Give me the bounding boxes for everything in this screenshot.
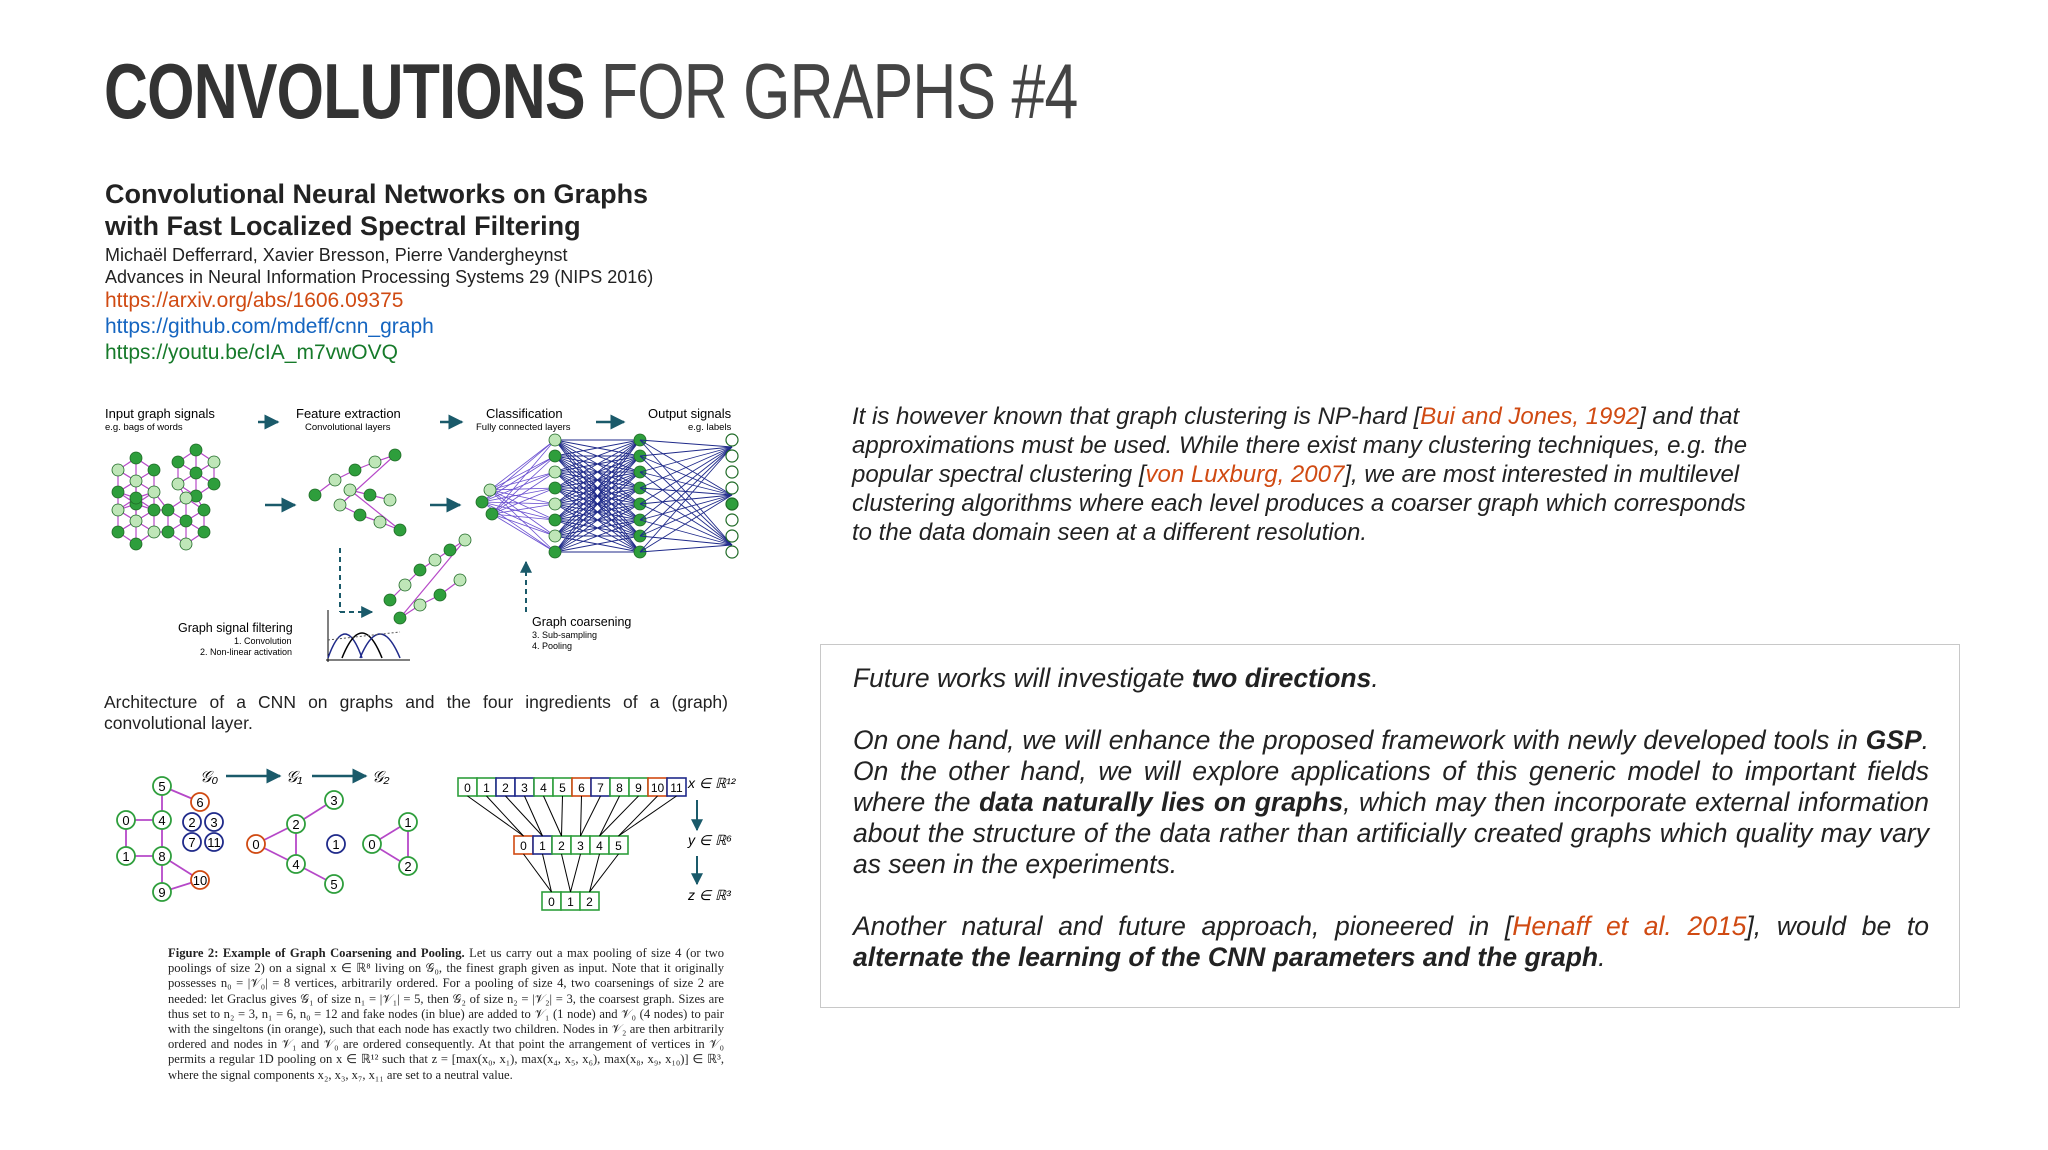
architecture-figure (100, 400, 750, 675)
coarsen-node-label: 5 (158, 779, 166, 794)
fc-edge (640, 440, 732, 447)
pool-line (581, 796, 582, 836)
stage3-sub: Fully connected layers (476, 422, 571, 433)
graph-node (162, 504, 174, 516)
graph-node (198, 526, 210, 538)
pool-line (544, 796, 562, 836)
coarsen-node-label: 4 (158, 813, 166, 828)
paper-reference (105, 178, 825, 366)
filter-step2: 2. Non-linear activation (200, 647, 293, 657)
graph-node (349, 464, 361, 476)
coarsening-caption-label: Figure 2: Example of Graph Coarsening and Pooling. (168, 946, 465, 960)
pool-line (619, 796, 658, 836)
coarsen-node-label: 0 (368, 837, 376, 852)
fc-node (549, 466, 561, 478)
output-node (726, 466, 738, 478)
filter-title: Graph signal filtering (178, 621, 293, 635)
graph-node (190, 444, 202, 456)
p3-text-a: Another natural and future approach, pioneered in [ (853, 911, 1513, 941)
graph-node (130, 515, 142, 527)
stage3-title: Classification (486, 406, 563, 421)
graph-node (399, 579, 411, 591)
paper-authors: Michaël Defferrard, Xavier Bresson, Pierre Vandergheynst (105, 245, 568, 265)
p3-end: . (1598, 942, 1606, 972)
paper-title-line1: Convolutional Neural Networks on Graphs (105, 179, 649, 209)
youtube-link[interactable]: https://youtu.be/cIA_m7vwOVQ (105, 341, 398, 364)
quote1-part3: ], we are most interested in multilevel clustering algorithms where each level produces a coarser graph which corresponds to the data domain seen at a different resolution. (852, 461, 1746, 546)
coarsen-node-label: 3 (330, 793, 338, 808)
graph-node (148, 504, 160, 516)
graph-node (172, 456, 184, 468)
graph-node (344, 484, 356, 496)
paper-title-line2: with Fast Localized Spectral Filtering (105, 211, 581, 241)
x-array-cell-label: 2 (502, 781, 509, 795)
coarsening-graphs (117, 777, 417, 901)
p3-emph: alternate the learning of the CNN parameters and the graph (853, 942, 1599, 972)
coarsen-node-label: 2 (404, 859, 412, 874)
fc-node (549, 546, 561, 558)
fc-node (549, 498, 561, 510)
graph-node (148, 464, 160, 476)
pool-line (600, 796, 639, 836)
graph-node (112, 526, 124, 538)
x-array-cell-label: 4 (540, 781, 547, 795)
graph-node (198, 504, 210, 516)
citation-von-luxburg[interactable]: von Luxburg, 2007 (1145, 461, 1345, 488)
output-node (726, 498, 738, 510)
output-node (726, 546, 738, 558)
p1-emph: two directions (1191, 663, 1372, 693)
coarsen-node-label: 9 (158, 885, 166, 900)
graph-node (364, 489, 376, 501)
stage1-title: Input graph signals (105, 406, 215, 421)
stage1-sub: e.g. bags of words (105, 422, 183, 433)
fc-edge (640, 545, 732, 552)
graph-node (334, 499, 346, 511)
p2-text-c: . On the other hand, we will explore applications of this generic model to important fields where the (853, 725, 1929, 817)
y-array-cell-label: 4 (596, 839, 603, 853)
p1-end: . (1371, 663, 1379, 693)
coarsen-step3: 3. Sub-sampling (532, 630, 598, 640)
y-array-cell-label: 0 (520, 839, 527, 853)
pool-line (468, 796, 524, 836)
future-work-box (820, 644, 1960, 1008)
coarsen-node-label: 1 (332, 837, 340, 852)
graph-node (309, 489, 321, 501)
x-array-cell-label: 6 (578, 781, 585, 795)
stage2-sub: Convolutional layers (305, 422, 391, 433)
fc-edge (640, 456, 732, 545)
future-work-p3 (853, 911, 1929, 973)
graph-node (148, 486, 160, 498)
slide-title (104, 46, 1078, 136)
fc-edge (490, 490, 555, 552)
coarsen-node-label: 8 (158, 849, 166, 864)
graph-node (130, 538, 142, 550)
pool-line (506, 796, 543, 836)
coarsen-node-label: 2 (292, 817, 300, 832)
arxiv-link[interactable]: https://arxiv.org/abs/1606.09375 (105, 289, 404, 312)
graph-node (414, 564, 426, 576)
fc-edge (490, 472, 555, 490)
pool-line (590, 854, 619, 892)
graph-node (208, 456, 220, 468)
x-array-cell-label: 7 (597, 781, 604, 795)
pool-line (619, 796, 677, 836)
future-work-p1 (853, 663, 1929, 694)
graph-node (329, 474, 341, 486)
y-array-cell-label: 2 (558, 839, 565, 853)
fc-node (549, 450, 561, 462)
coarsen-node-label: 7 (188, 835, 196, 850)
graph-node (172, 478, 184, 490)
pool-line (571, 854, 581, 892)
paper-venue: Advances in Neural Information Processing Systems 29 (NIPS 2016) (105, 267, 654, 287)
graph-node (429, 554, 441, 566)
coarsening-caption-text: Let us carry out a max pooling of size 4 (or two poolings of size 2) on a signal x ∈ ℝ⁸ living on 𝒢₀, the finest graph given as input. Note that it originally possesses n₀ = |𝒱₀| = 8 vertices, arbitrarily ordered. For a pooling of size 4, two coarsenings of size 2 are needed: let Graclus gives 𝒢₁ of size n₁ = |𝒱₁| = 5, then 𝒢₂ of size n₂ = |𝒱₂| = 3, the coarsest graph. Sizes are thus set to n₂ = 3, n₁ = 6, n₀ = 12 and fake nodes (in blue) are added to 𝒱₁ (1 node) and 𝒱₀ (4 nodes) to pair with the singeltons (in orange), such that each node has exactly two children. Nodes in 𝒱₂ are then arbitrarily ordered and nodes in 𝒱₁ and 𝒱₀ are ordered consequently. At that point the arrangement of vertices in 𝒱₀ permits a regular 1D pooling on x ∈ ℝ¹² such that z = [max(x₀, x₁), max(x₄, x₅, x₆), max(x₈, x₉, x₁₀)] ∈ ℝ³, where the signal components x₂, x₃, x₇, x₁₁ are set to a neutral value. (168, 946, 724, 1082)
title-bold: CONVOLUTIONS (104, 47, 585, 135)
graph-node (394, 524, 406, 536)
z-label: z ∈ ℝ³ (688, 887, 731, 903)
fc-node (476, 496, 488, 508)
quote-clustering (852, 402, 1752, 547)
graph-node (130, 492, 142, 504)
p2-text-a: On one hand, we will enhance the proposed framework with newly developed tools in (853, 725, 1866, 755)
pool-line (562, 854, 571, 892)
graph-node (454, 574, 466, 586)
architecture-caption: Architecture of a CNN on graphs and the four ingredients of a (graph) convolutional layer. (104, 692, 728, 733)
graph-node (434, 589, 446, 601)
y-label: y ∈ ℝ⁶ (688, 832, 732, 848)
coarsen-node-label: 10 (192, 873, 208, 888)
x-array-cell-label: 3 (521, 781, 528, 795)
p2-emph-data: data naturally lies on graphs (979, 787, 1344, 817)
x-array-cell-label: 10 (650, 781, 665, 795)
stage4-sub: e.g. labels (688, 422, 732, 433)
graph-node (369, 456, 381, 468)
graph-node (112, 464, 124, 476)
x-array-cell-label: 8 (616, 781, 623, 795)
coarsening-caption (168, 946, 724, 1083)
graph-node (130, 475, 142, 487)
graph-node (180, 515, 192, 527)
z-array-cell-label: 0 (548, 895, 555, 909)
p2-emph-gsp: GSP (1865, 725, 1922, 755)
graph-node (394, 612, 406, 624)
fc-node (549, 514, 561, 526)
coarsen-node-label: 11 (207, 835, 221, 850)
graph-drawings (112, 434, 738, 624)
graph-node (384, 594, 396, 606)
coarsen-node-label: 1 (122, 849, 130, 864)
fc-edge (640, 447, 732, 472)
y-array-cell-label: 3 (577, 839, 584, 853)
output-node (726, 514, 738, 526)
g2-label: 𝒢₂ (372, 769, 390, 786)
github-link[interactable]: https://github.com/mdeff/cnn_graph (105, 315, 434, 338)
coarsen-node-label: 4 (292, 857, 300, 872)
y-array-cell-label: 5 (615, 839, 622, 853)
pool-line (600, 796, 620, 836)
output-node (726, 450, 738, 462)
title-light: FOR GRAPHS #4 (584, 47, 1078, 135)
graph-node (389, 449, 401, 461)
x-array-cell-label: 5 (559, 781, 566, 795)
coarsen-node-label: 1 (404, 815, 412, 830)
stage4-title: Output signals (648, 406, 732, 421)
graph-node (384, 494, 396, 506)
coarsen-node-label: 6 (196, 795, 204, 810)
graph-node (180, 492, 192, 504)
pool-line (525, 796, 543, 836)
p3-text-b: ], would be to (1746, 911, 1929, 941)
coarsen-node-label: 2 (188, 815, 196, 830)
citation-henaff[interactable]: Henaff et al. 2015 (1512, 911, 1747, 941)
graph-node (130, 452, 142, 464)
pool-line (590, 854, 600, 892)
output-node (726, 530, 738, 542)
graph-node (354, 509, 366, 521)
future-work-p2 (853, 725, 1929, 880)
fc-node (549, 530, 561, 542)
graph-node (112, 504, 124, 516)
graph-node (208, 478, 220, 490)
z-array-cell-label: 1 (567, 895, 574, 909)
fc-node (486, 508, 498, 520)
p1-text: Future works will investigate (853, 663, 1192, 693)
pool-line (487, 796, 524, 836)
coarsening-figure (100, 760, 760, 920)
x-array-cell-label: 0 (464, 781, 471, 795)
p2-text-e: , which may then incorporate external information about the structure of the data rather than artificially created graphs which quality may vary as seen in the experiments. (853, 787, 1929, 879)
coarsen-node-label: 5 (330, 877, 338, 892)
filter-step1: 1. Convolution (234, 636, 292, 646)
fc-edge (492, 472, 555, 514)
output-node (726, 434, 738, 446)
graph-node (112, 486, 124, 498)
coarsen-node-label: 3 (210, 815, 218, 830)
fc-node (484, 484, 496, 496)
g0-label: 𝒢₀ (200, 769, 219, 786)
fc-edge (490, 456, 555, 490)
pool-line (562, 796, 563, 836)
coarsen-title: Graph coarsening (532, 615, 632, 629)
graph-node (180, 538, 192, 550)
graph-node (444, 544, 456, 556)
x-array-cell-label: 1 (483, 781, 490, 795)
stage2-title: Feature extraction (296, 406, 401, 421)
quote1-part2: ] and that approximations must be used. While there exist many clustering techniques, e.g. the popular spectral clustering [ (852, 403, 1748, 488)
x-array-cell-label: 9 (635, 781, 642, 795)
coarsen-node-label: 0 (252, 837, 260, 852)
graph-node (459, 534, 471, 546)
g1-label: 𝒢₁ (286, 769, 303, 786)
coarsen-step4: 4. Pooling (532, 641, 573, 651)
graph-node (414, 599, 426, 611)
graph-node (374, 516, 386, 528)
graph-node (148, 526, 160, 538)
z-array-cell-label: 2 (586, 895, 593, 909)
pooling-arrays (458, 778, 686, 910)
fc-edge (640, 504, 732, 545)
x-array-cell-label: 11 (670, 781, 683, 795)
y-array-cell-label: 1 (539, 839, 546, 853)
coarsen-node-label: 0 (122, 813, 130, 828)
graph-node (162, 526, 174, 538)
x-label: x ∈ ℝ¹² (688, 775, 736, 791)
citation-bui-jones[interactable]: Bui and Jones, 1992 (1420, 403, 1640, 430)
fc-node (549, 434, 561, 446)
fc-node (549, 482, 561, 494)
output-node (726, 482, 738, 494)
graph-node (190, 467, 202, 479)
quote1-part1: It is however known that graph clustering is NP-hard [ (852, 403, 1421, 430)
pool-line (581, 796, 601, 836)
